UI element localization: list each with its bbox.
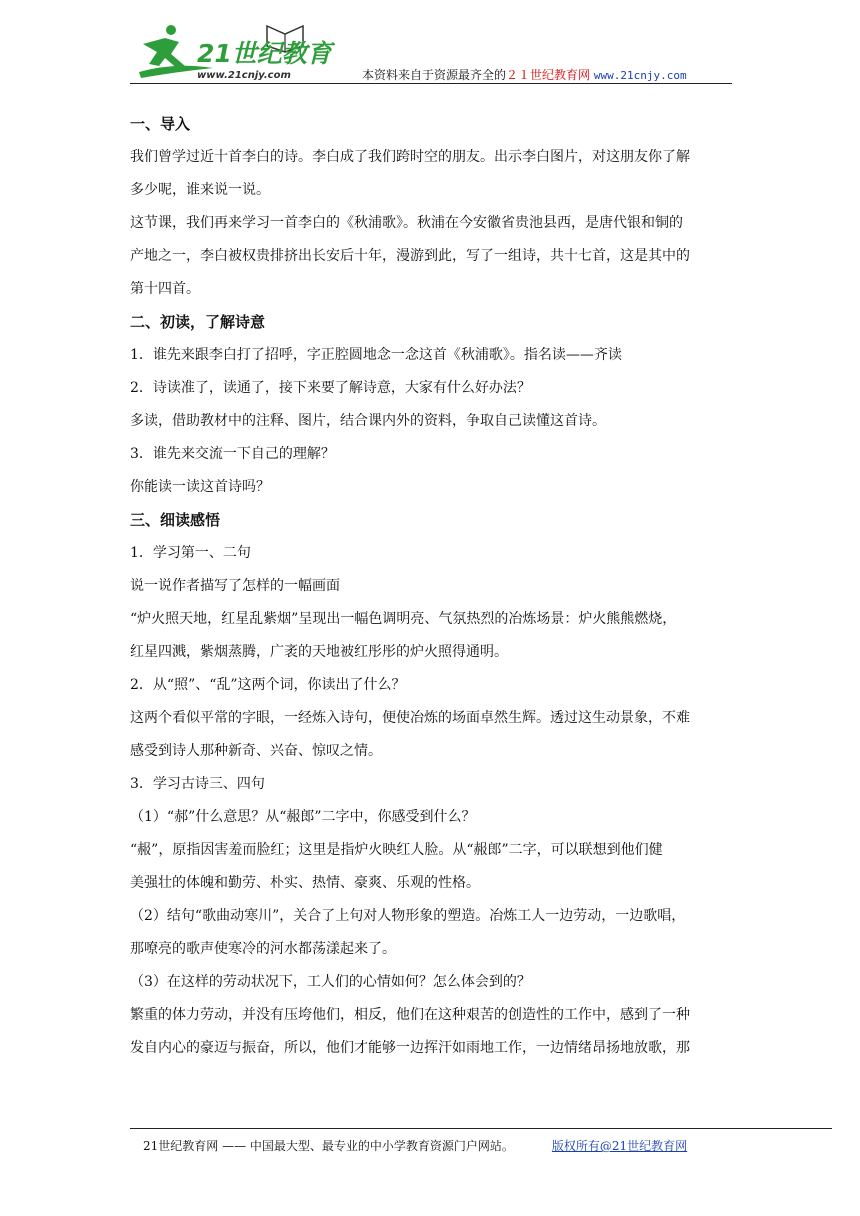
- paragraph-line: 多少呢，谁来说一说。: [130, 182, 270, 198]
- page-footer: [143, 1137, 687, 1154]
- section-heading: 二、初读，了解诗意: [130, 313, 266, 331]
- paragraph-line: 这节课，我们再来学习一首李白的《秋浦歌》。秋浦在今安徽省贵池县西，是唐代银和铜的: [130, 215, 683, 231]
- header-note-prefix: 本资料来自于资源最齐全的: [362, 68, 507, 82]
- footer-text: 21世纪教育网 —— 中国最大型、最专业的中小学教育资源门户网站。: [143, 1139, 514, 1153]
- paragraph-line: 2．从“照”、“乱”这两个词，你读出了什么？: [130, 677, 406, 693]
- section-heading: 三、细读感悟: [130, 511, 221, 529]
- paragraph-line: 说一说作者描写了怎样的一幅画面: [130, 578, 340, 594]
- paragraph-line: 美强壮的体魄和勤劳、朴实、热情、豪爽、乐观的性格。: [130, 875, 480, 891]
- footer-copyright-link[interactable]: 版权所有@21世纪教育网: [551, 1139, 688, 1153]
- section-heading: 一、导入: [130, 115, 191, 133]
- logo-graphic: [135, 22, 340, 84]
- paragraph-line: 红星四溅，紫烟蒸腾，广袤的天地被红彤彤的炉火照得通明。: [130, 644, 508, 660]
- paragraph-line: 1．谁先来跟李白打了招呼，字正腔圆地念一念这首《秋浦歌》。指名读——齐读: [130, 347, 622, 363]
- site-logo: [135, 22, 340, 84]
- document-body: [130, 108, 732, 1065]
- paragraph-line: 1．学习第一、二句: [130, 545, 251, 561]
- footer-divider: [130, 1128, 832, 1129]
- paragraph-line: 我们曾学过近十首李白的诗。李白成了我们跨时空的朋友。出示李白图片，对这朋友你了解: [130, 149, 690, 165]
- header-source-note: [362, 66, 687, 83]
- paragraph-line: “炉火照天地，红星乱紫烟”呈现出一幅色调明亮、气氛热烈的冶炼场景：炉火熊熊燃烧，: [130, 611, 677, 627]
- paragraph-line: 第十四首。: [130, 281, 200, 297]
- paragraph-line: 你能读一读这首诗吗？: [130, 479, 270, 495]
- paragraph-line: 3．学习古诗三、四句: [130, 776, 265, 792]
- paragraph-line: 这两个看似平常的字眼，一经炼入诗句，便使冶炼的场面卓然生辉。透过这生动景象，不难: [130, 710, 690, 726]
- paragraph-line: 多读，借助教材中的注释、图片，结合课内外的资料，争取自己读懂这首诗。: [130, 413, 606, 429]
- svg-text:21世纪教育: 21世纪教育: [197, 39, 332, 68]
- header-note-url[interactable]: www.21cnjy.com: [593, 69, 687, 82]
- svg-text:www.21cnjy.com: www.21cnjy.com: [197, 70, 291, 81]
- paragraph-line: （1）“郝”什么意思？从“赧郎”二字中，你感受到什么？: [130, 809, 476, 825]
- paragraph-line: 发自内心的豪迈与振奋，所以，他们才能够一边挥汗如雨地工作，一边情绪昂扬地放歌，那: [130, 1040, 690, 1056]
- paragraph-line: 那嘹亮的歌声使寒冷的河水都荡漾起来了。: [130, 941, 396, 957]
- header-note-brand: ２１世纪教育网: [506, 68, 591, 82]
- paragraph-line: 繁重的体力劳动，并没有压垮他们，相反，他们在这种艰苦的创造性的工作中，感到了一种: [130, 1007, 690, 1023]
- paragraph-line: 感受到诗人那种新奇、兴奋、惊叹之情。: [130, 743, 382, 759]
- paragraph-line: “赧”，原指因害羞而脸红；这里是指炉火映红人脸。从“赧郎”二字，可以联想到他们健: [130, 842, 663, 858]
- paragraph-line: 3．谁先来交流一下自己的理解？: [130, 446, 335, 462]
- paragraph-line: 产地之一，李白被权贵排挤出长安后十年，漫游到此，写了一组诗，共十七首，这是其中的: [130, 248, 690, 264]
- paragraph-line: （3）在这样的劳动状况下，工人们的心情如何？怎么体会到的？: [130, 974, 531, 990]
- header-divider: [130, 83, 732, 84]
- paragraph-line: （2）结句“歌曲动寒川”，关合了上句对人物形象的塑造。冶炼工人一边劳动，一边歌唱，: [130, 908, 686, 924]
- paragraph-line: 2．诗读准了，读通了，接下来要了解诗意，大家有什么好办法？: [130, 380, 531, 396]
